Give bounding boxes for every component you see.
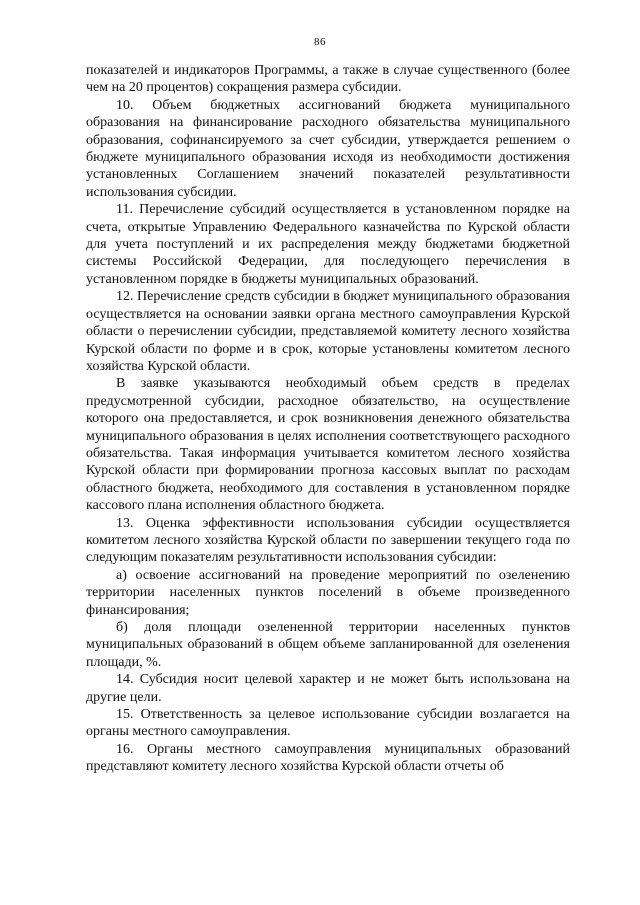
document-body [86, 62, 570, 776]
paragraph-15-responsibility: 15. Ответственность за целевое использование субсидии возлагается на органы местного самоуправления. [86, 707, 570, 740]
paragraph-indicator-a: а) освоение ассигнований на проведение мероприятий по озеленению территории населенных пунктов поселений в объеме произведенного финансирования; [86, 567, 570, 618]
paragraph-16-reports: 16. Органы местного самоуправления муниципальных образований представляют комитету лесного хозяйства Курской области отчеты об [86, 741, 570, 775]
paragraph-indicator-b: б) доля площади озелененной территории населенных пунктов муниципальных образований в общем объеме запланированной для озеленения площади, %. [86, 620, 570, 670]
paragraph-14-targeted-use: 14. Субсидия носит целевой характер и не может быть использована на другие цели. [86, 672, 570, 705]
paragraph-10-budget-allocations: 10. Объем бюджетных ассигнований бюджета муниципального образования на финансирование расходного обязательства муниципального образования, софинансируемого за счет субсидии, утверждается решением о бюджете муниципального образования исходя из необходимости достижения установленных Соглашением значений показателей результативности использования субсидии. [86, 97, 570, 200]
page-number: 86 [314, 36, 326, 48]
paragraph-11-subsidy-transfer: 11. Перечисление субсидий осуществляется в установленном порядке на счета, открытые Управлению Федерального казначейства по Курской области для учета поступлений и их распределения между бюджетами бюджетной системы Российской Федерации, для последующего перечисления в установленном порядке в бюджеты муниципальных образований. [86, 202, 570, 287]
paragraph-request-contents: В заявке указываются необходимый объем средств в пределах предусмотренной субсидии, расходное обязательство, на осуществление которого она предоставляется, и срок возникновения денежного обязательства муниципального образования в целях исполнения соответствующего расходного обязательства. Такая информация учитывается комитетом лесного хозяйства Курской области при формировании прогноза кассовых выплат по расходам областного бюджета, необходимого для составления в установленном порядке кассового плана исполнения областного бюджета. [86, 376, 570, 514]
paragraph-continuation: показателей и индикаторов Программы, а также в случае существенного (более чем на 20 процентов) сокращения размера субсидии. [86, 63, 570, 96]
paragraph-12-transfer-request: 12. Перечисление средств субсидии в бюджет муниципального образования осуществляется на основании заявки органа местного самоуправления Курской области о перечислении субсидии, представляемой комитету лесного хозяйства Курской области по форме и в срок, которые установлены комитетом лесного хозяйства Курской области. [86, 289, 570, 374]
paragraph-13-efficiency-assessment: 13. Оценка эффективности использования субсидии осуществляется комитетом лесного хозяйства Курской области по завершении текущего года по следующим показателям результативности использования субсидии: [86, 515, 570, 566]
